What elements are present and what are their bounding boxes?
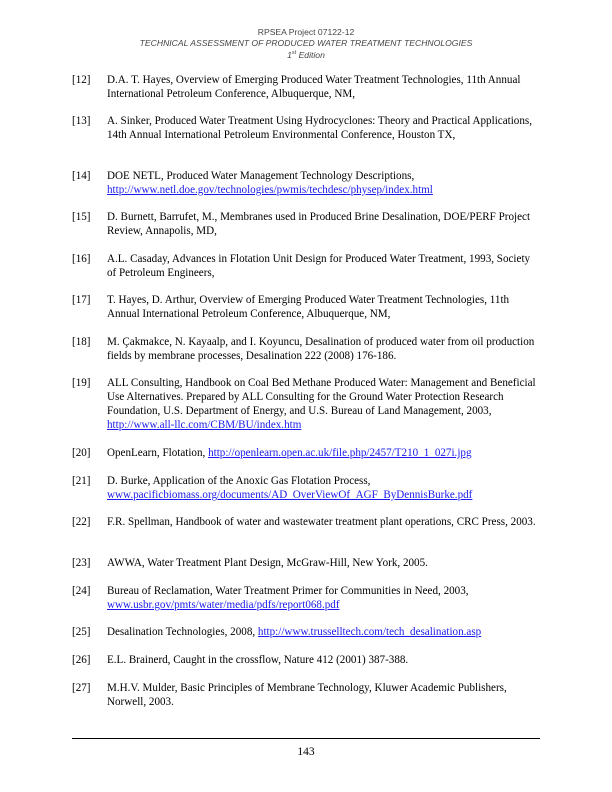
reference-item [72, 653, 540, 667]
reference-text: A.L. Casaday, Advances in Flotation Unit Design for Produced Water Treatment, 1993, Society of Petroleum Engineers, [107, 253, 531, 279]
reference-link[interactable]: http://openlearn.open.ac.uk/file.php/2457/T210_1_027i.jpg [208, 447, 472, 459]
reference-text: M. Çakmakce, N. Kayaalp, and I. Koyuncu, Desalination of produced water from oil production fields by membrane processes, Desalination 222 (2008) 176-186. [107, 336, 535, 362]
reference-number: [14] [72, 170, 91, 182]
reference-number: [26] [72, 654, 91, 666]
reference-text: D. Burke, Application of the Anoxic Gas Flotation Process, [107, 475, 371, 487]
reference-number: [21] [72, 475, 91, 487]
reference-item [72, 515, 540, 529]
reference-item [72, 252, 540, 280]
reference-item [72, 376, 540, 432]
reference-number: [22] [72, 516, 91, 528]
reference-text: T. Hayes, D. Arthur, Overview of Emerging Produced Water Treatment Technologies, 11th Annual International Petroleum Conference, Albuquerque, NM, [107, 294, 510, 320]
reference-text: AWWA, Water Treatment Plant Design, McGraw-Hill, New York, 2005. [107, 557, 428, 569]
reference-item [72, 556, 540, 570]
reference-link[interactable]: www.usbr.gov/pmts/water/media/pdfs/report068.pdf [107, 599, 340, 611]
reference-number: [17] [72, 294, 91, 306]
reference-link[interactable]: http://www.trusselltech.com/tech_desalination.asp [257, 626, 482, 638]
reference-number: [18] [72, 336, 91, 348]
reference-text: D. Burnett, Barrufet, M., Membranes used in Produced Brine Desalination, DOE/PERF Project Review, Annapolis, MD, [107, 211, 531, 237]
reference-text: ALL Consulting, Handbook on Coal Bed Methane Produced Water: Management and Beneficial Use Alternatives. Prepared by ALL Consulting for the Ground Water Protection Research Foundation, U.S. Department of Energy, and U.S. Bureau of Land Management, 2003, [107, 377, 536, 417]
reference-number: [19] [72, 377, 91, 389]
reference-link[interactable]: http://www.netl.doe.gov/technologies/pwmis/techdesc/physep/index.html [107, 184, 433, 196]
reference-text: A. Sinker, Produced Water Treatment Using Hydrocyclones: Theory and Practical Applications, 14th Annual International Petroleum Environmental Conference, Houston TX, [107, 115, 532, 141]
reference-item [72, 210, 540, 238]
reference-item [72, 293, 540, 321]
reference-item [72, 681, 540, 709]
reference-number: [16] [72, 253, 91, 265]
reference-link[interactable]: http://www.all-llc.com/CBM/BU/index.htm [107, 419, 302, 431]
reference-text: DOE NETL, Produced Water Management Technology Descriptions, [107, 170, 415, 182]
reference-number: [15] [72, 211, 91, 223]
footer-divider [72, 738, 540, 739]
document-title: TECHNICAL ASSESSMENT OF PRODUCED WATER TREATMENT TECHNOLOGIES [139, 37, 473, 48]
page-number: 143 [297, 746, 315, 758]
reference-item [72, 73, 540, 101]
reference-number: [20] [72, 447, 91, 459]
reference-item [72, 625, 540, 639]
reference-text: Bureau of Reclamation, Water Treatment Primer for Communities in Need, 2003, [107, 585, 469, 597]
reference-item [72, 335, 540, 363]
reference-number: [13] [72, 115, 91, 127]
reference-item [72, 446, 540, 460]
reference-text: F.R. Spellman, Handbook of water and wastewater treatment plant operations, CRC Press, 2003. [107, 516, 536, 528]
reference-text: OpenLearn, Flotation, [107, 447, 206, 459]
edition-label: 1st Edition [287, 50, 325, 61]
reference-text: D.A. T. Hayes, Overview of Emerging Produced Water Treatment Technologies, 11th Annual International Petroleum Conference, Albuquerque, NM, [107, 74, 521, 100]
reference-item [72, 114, 540, 142]
reference-item [72, 169, 540, 197]
reference-number: [23] [72, 557, 91, 569]
reference-link[interactable]: www.pacificbiomass.org/documents/AD_OverViewOf_AGF_ByDennisBurke.pdf [107, 489, 473, 501]
reference-text: M.H.V. Mulder, Basic Principles of Membrane Technology, Kluwer Academic Publishers, Norwell, 2003. [107, 682, 507, 708]
reference-text: Desalination Technologies, 2008, [107, 626, 256, 638]
reference-number: [25] [72, 626, 91, 638]
reference-item [72, 584, 540, 612]
project-id: RPSEA Project 07122-12 [257, 27, 355, 37]
reference-item [72, 474, 540, 502]
reference-number: [24] [72, 585, 91, 597]
reference-number: [27] [72, 682, 91, 694]
reference-number: [12] [72, 74, 91, 86]
reference-text: E.L. Brainerd, Caught in the crossflow, Nature 412 (2001) 387-388. [107, 654, 409, 666]
